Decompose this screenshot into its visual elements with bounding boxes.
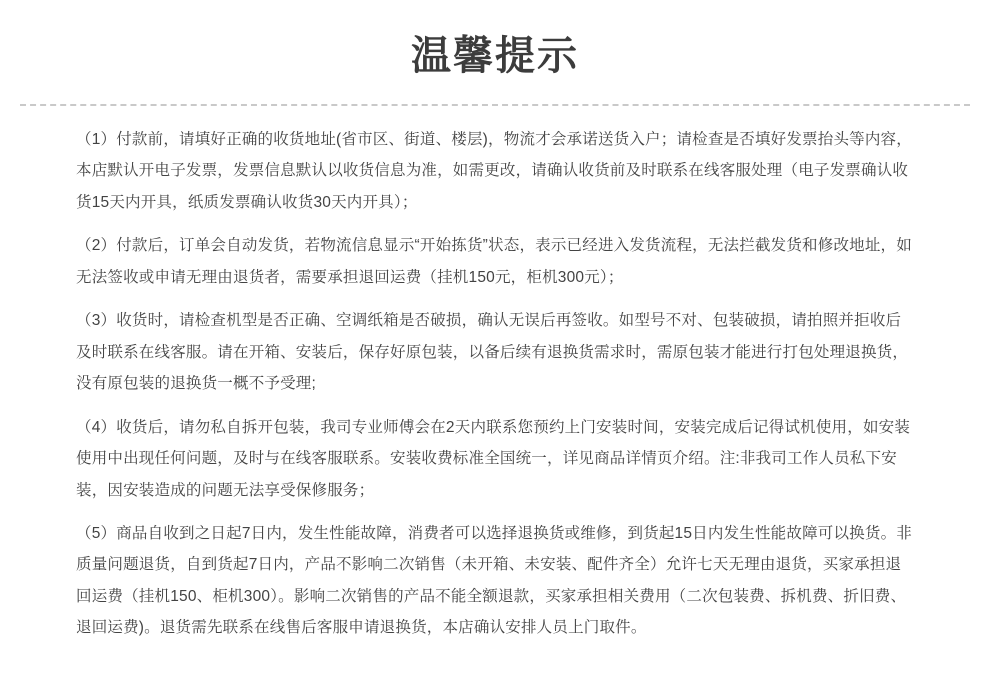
notice-paragraph: （5）商品自收到之日起7日内，发生性能故障，消费者可以选择退换货或维修，到货起15日内发生性能故障可以换货。非质量问题退货，自到货起7日内，产品不影响二次销售（未开箱、未安装、配件齐全）允许七天无理由退货，买家承担退回运费（挂机150、柜机300）。影响二次销售的产品不能全额退款，买家承担相关费用（二次包装费、拆机费、折旧费、退回运费)。退货需先联系在线售后客服申请退换货，本店确认安排人员上门取件。 (76, 524, 912, 637)
notice-body (0, 106, 990, 644)
notice-paragraph: （1）付款前，请填好正确的收货地址(省市区、街道、楼层)，物流才会承诺送货入户；请检查是否填好发票抬头等内容，本店默认开电子发票，发票信息默认以收货信息为准，如需更改，请确认收货前及时联系在线客服处理（电子发票确认收货15天内开具，纸质发票确认收货30天内开具）； (76, 131, 912, 211)
page-title: 温馨提示 (411, 34, 579, 78)
notice-paragraph: （2）付款后，订单会自动发货，若物流信息显示“开始拣货”状态，表示已经进入发货流程，无法拦截发货和修改地址，如无法签收或申请无理由退货者，需要承担退回运费（挂机150元，柜机300元）； (76, 237, 912, 286)
notice-paragraph: （4）收货后，请勿私自拆开包装，我司专业师傅会在2天内联系您预约上门安装时间，安装完成后记得试机使用，如安装使用中出现任何问题，及时与在线客服联系。安装收费标准全国统一，详见商品详情页介绍。注:非我司工作人员私下安装，因安装造成的问题无法享受保修服务； (76, 418, 911, 499)
notice-paragraph: （3）收货时，请检查机型是否正确、空调纸箱是否破损，确认无误后再签收。如型号不对、包装破损，请拍照并拒收后及时联系在线客服。请在开箱、安装后，保存好原包装，以备后续有退换货需求时，需原包装才能进行打包处理退换货，没有原包装的退换货一概不予受理; (76, 312, 909, 393)
